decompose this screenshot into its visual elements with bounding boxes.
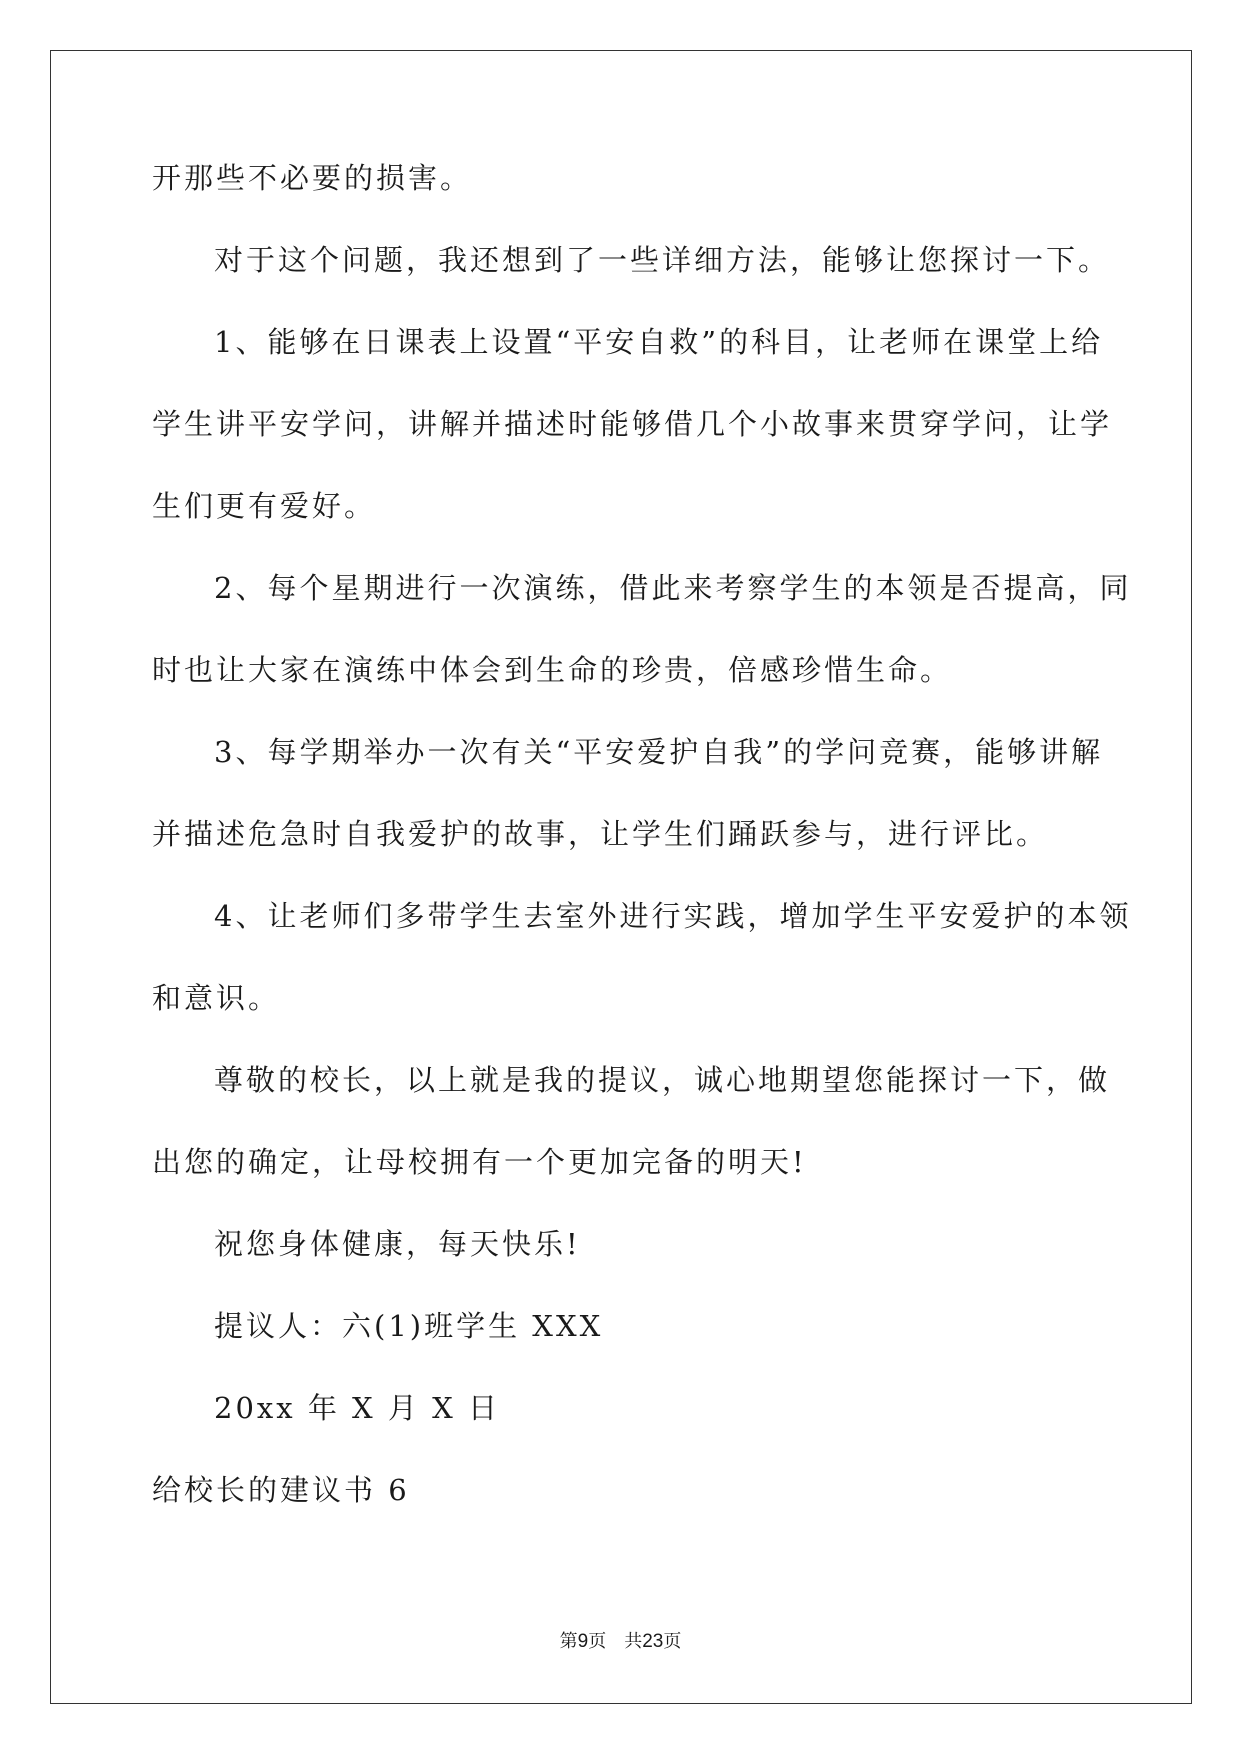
text-line-3: 1、能够在日课表上设置“平安自救”的科目，让老师在课堂上给 (214, 325, 1104, 359)
text-line-6: 2、每个星期进行一次演练，借此来考察学生的本领是否提高，同 (214, 571, 1132, 605)
footer-total-prefix: 共 (624, 1631, 643, 1652)
text-line-9: 并描述危急时自我爱护的故事，让学生们踊跃参与，进行评比。 (152, 817, 1049, 851)
text-line-14: 祝您身体健康，每天快乐! (214, 1227, 581, 1261)
date-line: 20xx 年 X 月 X 日 (214, 1391, 500, 1425)
signature-line: 提议人：六(1)班学生 XXX (214, 1309, 604, 1343)
text-line-7: 时也让大家在演练中体会到生命的珍贵，倍感珍惜生命。 (152, 653, 953, 687)
text-line-12: 尊敬的校长，以上就是我的提议，诚心地期望您能探讨一下，做 (214, 1063, 1111, 1097)
section-heading: 给校长的建议书 6 (152, 1473, 410, 1507)
text-line-1: 开那些不必要的损害。 (152, 161, 473, 195)
footer-page-prefix: 第 (559, 1631, 578, 1652)
page-footer (0, 1630, 1241, 1654)
text-line-10: 4、让老师们多带学生去室外进行实践，增加学生平安爱护的本领 (214, 899, 1132, 933)
text-line-11: 和意识。 (152, 981, 281, 1015)
text-line-8: 3、每学期举办一次有关“平安爱护自我”的学问竞赛，能够讲解 (214, 735, 1104, 769)
text-line-13: 出您的确定，让母校拥有一个更加完备的明天! (152, 1145, 807, 1179)
footer-page-current: 9 (577, 1631, 589, 1652)
text-line-5: 生们更有爱好。 (152, 489, 377, 523)
text-line-2: 对于这个问题，我还想到了一些详细方法，能够让您探讨一下。 (214, 243, 1111, 277)
footer-total-suffix: 页 (663, 1631, 682, 1652)
footer-page-total: 23 (642, 1631, 664, 1652)
footer-page-suffix: 页 (588, 1631, 607, 1652)
text-line-4: 学生讲平安学问，讲解并描述时能够借几个小故事来贯穿学问，让学 (152, 407, 1113, 441)
page-border (50, 50, 1192, 1704)
